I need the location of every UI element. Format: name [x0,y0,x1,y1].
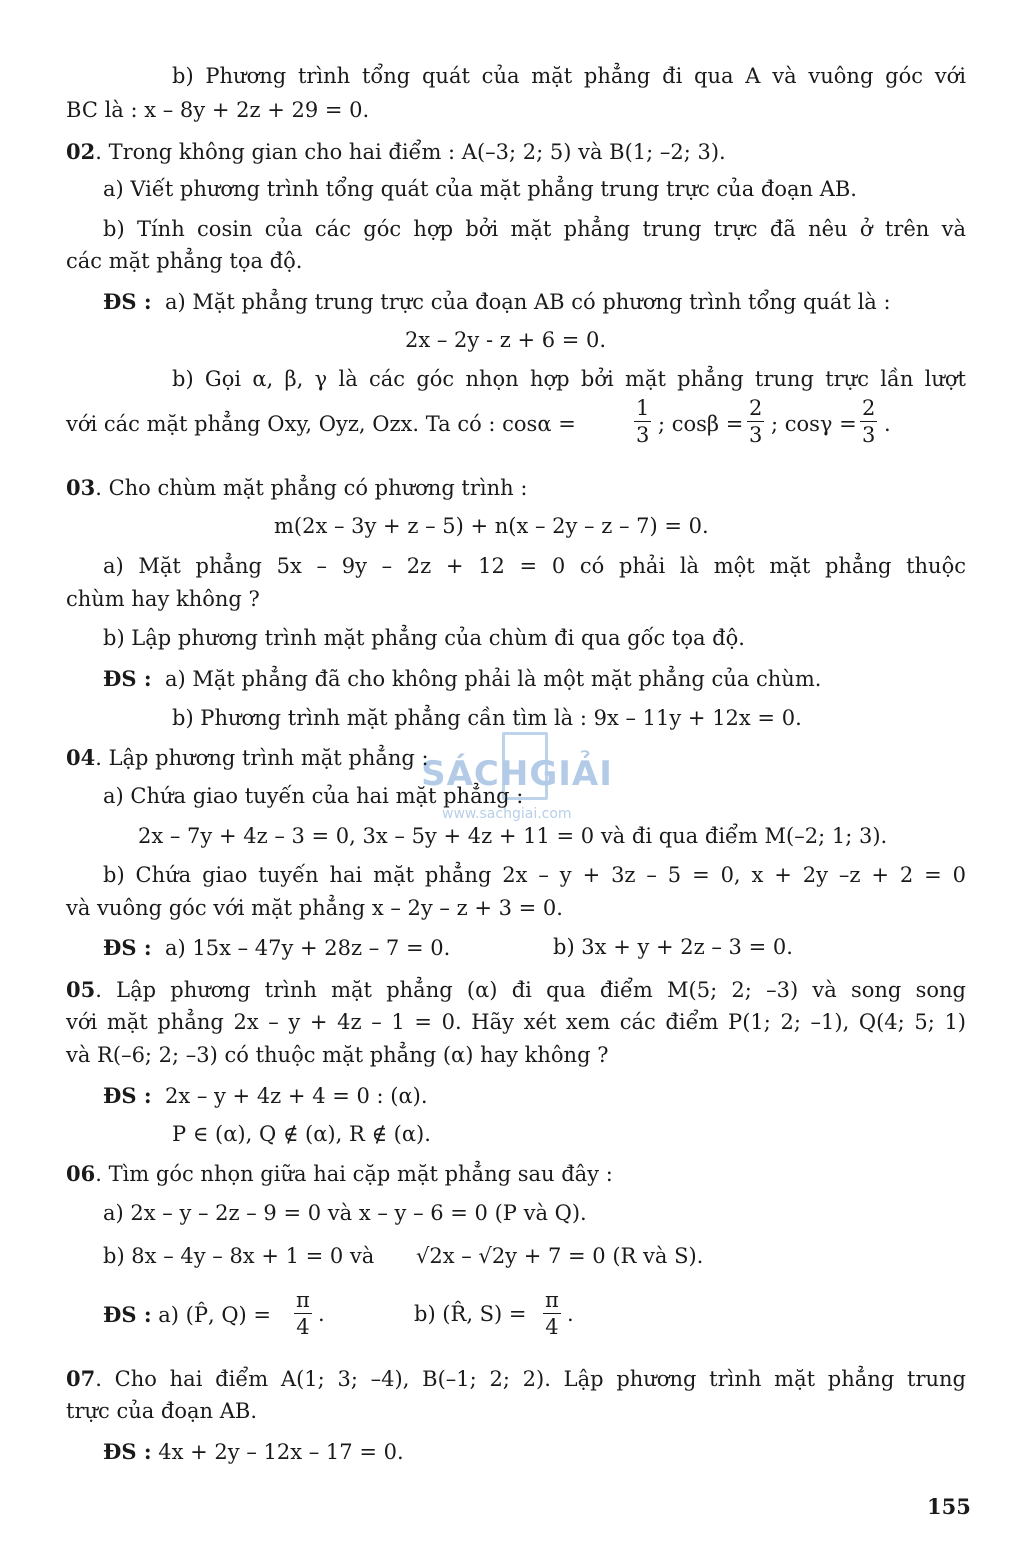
answer-text: a) Mặt phẳng đã cho không phải là một mặt phẳng của chùm. [164,667,822,691]
exercise-statement: . Lập phương trình mặt phẳng : [95,746,429,770]
equation: m(2x – 3y + z – 5) + n(x – 2y – z – 7) = 0. [274,514,709,538]
text-line: BC là : x – 8y + 2z + 29 = 0. [66,98,370,122]
fraction-angle-pq: $\frac{\pi}{4}$ [296,1288,310,1339]
exercise-heading [66,141,726,163]
exercise-heading [66,747,429,769]
text-line: và R(–6; 2; –3) có thuộc mặt phẳng (α) hay không ? [66,1043,609,1067]
exercise-statement: . Lập phương trình mặt phẳng (α) đi qua điểm M(5; 2; –3) và song song [95,978,966,1002]
exercise-number: 03 [66,475,96,500]
answer-line [103,1304,271,1326]
text-line: b) Phương trình tổng quát của mặt phẳng đi qua A và vuông góc với [172,64,966,88]
answer-label: ĐS : [103,935,152,960]
answer-text: 4x + 2y – 12x – 17 = 0. [158,1440,404,1464]
answer-label: ĐS : [103,666,152,691]
answer-line [103,291,891,313]
answer-line [103,937,450,959]
exercise-statement: . Trong không gian cho hai điểm : A(–3; 2; 5) và B(1; –2; 3). [95,140,726,164]
fraction-cos-beta: $\frac{2}{3}$ [749,396,763,447]
text-line: các mặt phẳng tọa độ. [66,249,303,273]
equation: 2x – 7y + 4z – 3 = 0, 3x – 5y + 4z + 11 = 0 và đi qua điểm M(–2; 1; 3). [138,824,888,848]
exercise-heading [66,979,966,1001]
equation: b) 8x – 4y – 8x + 1 = 0 và [103,1244,375,1268]
exercise-number: 07 [66,1366,96,1391]
answer-label: ĐS : [103,1302,152,1327]
fraction-cos-alpha: $\frac{1}{3}$ [636,396,650,447]
text-line: b) Lập phương trình mặt phẳng của chùm đi qua gốc tọa độ. [103,626,745,650]
answer-text: a) (P̂, Q) = [158,1303,272,1327]
watermark-logo [412,732,622,824]
answer-text: a) 15x – 47y + 28z – 7 = 0. [164,936,451,960]
exercise-statement: . Cho hai điểm A(1; 3; –4), B(–1; 2; 2). Lập phương trình mặt phẳng trung [95,1367,966,1391]
text-line: b) Tính cosin của các góc hợp bởi mặt phẳng trung trực đã nêu ở trên và [103,217,966,241]
text-line: trực của đoạn AB. [66,1399,257,1423]
text-line: với các mặt phẳng Oxy, Oyz, Ozx. Ta có : cosα = [66,412,576,436]
equation: √2x – √2y + 7 = 0 (R và S). [416,1244,704,1268]
exercise-number: 05 [66,977,96,1002]
text-line: và vuông góc với mặt phẳng x – 2y – z + 3 = 0. [66,896,563,920]
punctuation: . [318,1302,325,1326]
text-line: a) Chứa giao tuyến của hai mặt phẳng : [103,784,524,808]
watermark-brand: SÁCHGIẢI [421,754,613,794]
equation: a) 2x – y – 2z – 9 = 0 và x – y – 6 = 0 (P và Q). [103,1201,587,1225]
exercise-number: 04 [66,745,96,770]
answer-label: ĐS : [103,1083,152,1108]
exercise-statement: . Cho chùm mặt phẳng có phương trình : [95,476,528,500]
answer-text: b) (R̂, S) = [414,1302,527,1326]
answer-line [103,1441,404,1463]
watermark-url: www.sachgiai.com [442,806,572,822]
answer-line [103,668,821,690]
answer-text: 2x – y + 4z + 4 = 0 : (α). [164,1084,428,1108]
exercise-statement: . Tìm góc nhọn giữa hai cặp mặt phẳng sau đây : [95,1162,613,1186]
exercise-heading [66,1163,613,1185]
text-line: a) Viết phương trình tổng quát của mặt phẳng trung trực của đoạn AB. [103,177,857,201]
fraction-cos-gamma: $\frac{2}{3}$ [862,396,876,447]
exercise-heading [66,477,527,499]
answer-line [103,1085,428,1107]
answer-text: P ∈ (α), Q ∉ (α), R ∉ (α). [172,1122,431,1146]
text-line: b) Phương trình mặt phẳng cần tìm là : 9x – 11y + 12x = 0. [172,706,802,730]
text-line: với mặt phẳng 2x – y + 4z – 1 = 0. Hãy xét xem các điểm P(1; 2; –1), Q(4; 5; 1) [66,1010,966,1034]
exercise-number: 06 [66,1161,96,1186]
answer-text: a) Mặt phẳng trung trực của đoạn AB có phương trình tổng quát là : [164,290,891,314]
text-line: ; cosγ = [771,412,857,436]
equation: 2x – 2y - z + 6 = 0. [405,328,607,352]
text-line: ; cosβ = [658,412,744,436]
text-line: b) Chứa giao tuyến hai mặt phẳng 2x – y + 3z – 5 = 0, x + 2y –z + 2 = 0 [103,863,966,887]
exercise-number: 02 [66,139,96,164]
text-line: b) Gọi α, β, γ là các góc nhọn hợp bởi mặt phẳng trung trực lần lượt [172,367,966,391]
text-line: a) Mặt phẳng 5x – 9y – 2z + 12 = 0 có phải là một mặt phẳng thuộc [103,554,966,578]
text-line: . [884,412,891,436]
answer-text: b) 3x + y + 2z – 3 = 0. [553,935,793,959]
text-line: chùm hay không ? [66,587,260,611]
exercise-heading [66,1368,966,1390]
answer-label: ĐS : [103,1439,152,1464]
answer-label: ĐS : [103,289,152,314]
punctuation: . [567,1302,574,1326]
fraction-angle-rs: $\frac{\pi}{4}$ [545,1288,559,1339]
page-number: 155 [927,1494,971,1519]
